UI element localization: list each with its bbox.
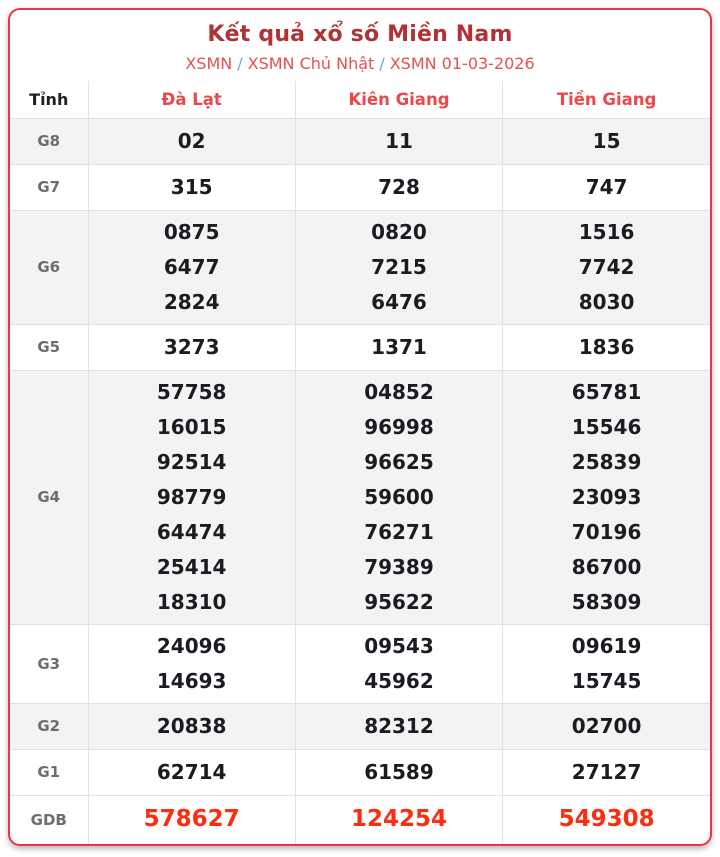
prize-cell-gdb-kien-giang: [295, 795, 502, 844]
prize-number: 1371: [371, 334, 427, 359]
prize-row-g8: [10, 118, 710, 164]
breadcrumb: [16, 54, 704, 73]
prize-number: 1516: [578, 219, 635, 244]
prize-number: 6476: [371, 289, 427, 314]
prize-number: 3273: [163, 334, 220, 359]
column-header-row: [10, 81, 710, 118]
prize-number: 6477: [163, 254, 220, 279]
prize-cell-g1-kien-giang: [295, 749, 502, 795]
prize-number: 65781: [571, 379, 642, 404]
prize-cell-g7-tien-giang: [503, 164, 710, 210]
breadcrumb-separator: /: [237, 54, 243, 73]
prize-cell-g4-tien-giang: [503, 370, 710, 624]
prize-number: 86700: [571, 554, 642, 579]
prize-cell-g1-tien-giang: [503, 749, 710, 795]
breadcrumb-separator: /: [379, 54, 385, 73]
results-card: [8, 8, 712, 846]
prize-label-g2: G2: [10, 703, 88, 749]
prize-label-g4: G4: [10, 370, 88, 624]
prize-number: 04852: [364, 379, 434, 404]
prize-number: 747: [585, 174, 628, 199]
prize-number: 124254: [350, 806, 447, 833]
column-header-kien-giang[interactable]: Kiên Giang: [295, 81, 502, 118]
prize-number: 79389: [364, 554, 434, 579]
results-table-body: [10, 118, 710, 844]
prize-number: 14693: [156, 668, 227, 693]
prize-number: 15745: [571, 668, 642, 693]
prize-row-g6: [10, 210, 710, 324]
prize-cell-g4-da-lat: [88, 370, 295, 624]
prize-row-g5: [10, 324, 710, 370]
prize-number: 15: [592, 128, 621, 153]
prize-number: 20838: [156, 713, 227, 738]
prize-cell-g8-kien-giang: [295, 118, 502, 164]
prize-number: 64474: [156, 519, 227, 544]
prize-number: 24096: [156, 633, 227, 658]
prize-label-g8: G8: [10, 118, 88, 164]
prize-number: 7742: [578, 254, 635, 279]
prize-number: 25414: [156, 554, 227, 579]
column-header-da-lat[interactable]: Đà Lạt: [88, 81, 295, 118]
prize-row-g3: [10, 624, 710, 703]
prize-number: 98779: [156, 484, 227, 509]
page-title: Kết quả xổ số Miền Nam: [207, 22, 513, 47]
prize-cell-g8-tien-giang: [503, 118, 710, 164]
prize-number: 728: [378, 174, 420, 199]
prize-number: 16015: [156, 414, 227, 439]
prize-cell-g8-da-lat: [88, 118, 295, 164]
prize-cell-g5-kien-giang: [295, 324, 502, 370]
prize-number: 1836: [578, 334, 635, 359]
prize-cell-g3-da-lat: [88, 624, 295, 703]
prize-number: 578627: [143, 806, 240, 833]
prize-cell-g1-da-lat: [88, 749, 295, 795]
breadcrumb-link-xsmn[interactable]: XSMN: [185, 54, 233, 73]
prize-number: 09619: [571, 633, 642, 658]
prize-label-g7: G7: [10, 164, 88, 210]
prize-number: 76271: [364, 519, 434, 544]
prize-row-g2: [10, 703, 710, 749]
prize-number: 0820: [371, 219, 427, 244]
prize-number: 58309: [571, 589, 642, 614]
prize-label-g5: G5: [10, 324, 88, 370]
results-table: [10, 81, 710, 844]
prize-cell-gdb-tien-giang: [503, 795, 710, 844]
prize-row-g1: [10, 749, 710, 795]
prize-row-g7: [10, 164, 710, 210]
prize-number: 02: [177, 128, 206, 153]
prize-number: 11: [385, 128, 413, 153]
prize-number: 8030: [578, 289, 635, 314]
prize-cell-g4-kien-giang: [295, 370, 502, 624]
prize-label-g6: G6: [10, 210, 88, 324]
prize-number: 70196: [571, 519, 642, 544]
prize-cell-g5-da-lat: [88, 324, 295, 370]
prize-cell-g5-tien-giang: [503, 324, 710, 370]
prize-number: 2824: [163, 289, 220, 314]
results-table-container: [10, 81, 710, 844]
prize-row-gdb: [10, 795, 710, 844]
prize-number: 62714: [156, 759, 227, 784]
prize-number: 7215: [371, 254, 427, 279]
prize-label-gdb: GDB: [10, 795, 88, 844]
prize-cell-g2-da-lat: [88, 703, 295, 749]
prize-cell-g7-kien-giang: [295, 164, 502, 210]
prize-number: 82312: [364, 713, 434, 738]
prize-cell-g7-da-lat: [88, 164, 295, 210]
prize-number: 23093: [571, 484, 642, 509]
results-table-head: [10, 81, 710, 118]
prize-number: 549308: [558, 806, 655, 833]
prize-row-g4: [10, 370, 710, 624]
prize-number: 59600: [364, 484, 434, 509]
prize-cell-g6-kien-giang: [295, 210, 502, 324]
prize-number: 0875: [163, 219, 220, 244]
card-header: [10, 10, 710, 81]
prize-number: 95622: [364, 589, 434, 614]
prize-label-g1: G1: [10, 749, 88, 795]
prize-number: 27127: [571, 759, 642, 784]
column-header-tien-giang[interactable]: Tiền Giang: [503, 81, 710, 118]
prize-number: 15546: [571, 414, 642, 439]
prize-number: 25839: [571, 449, 642, 474]
column-header-tinh: Tỉnh: [10, 81, 88, 118]
prize-number: 45962: [364, 668, 434, 693]
breadcrumb-link-xsmn-date[interactable]: XSMN 01-03-2026: [389, 54, 535, 73]
prize-cell-g2-kien-giang: [295, 703, 502, 749]
prize-cell-g6-tien-giang: [503, 210, 710, 324]
prize-number: 61589: [364, 759, 434, 784]
prize-cell-g6-da-lat: [88, 210, 295, 324]
prize-cell-g3-tien-giang: [503, 624, 710, 703]
prize-number: 02700: [571, 713, 642, 738]
prize-cell-gdb-da-lat: [88, 795, 295, 844]
prize-label-g3: G3: [10, 624, 88, 703]
prize-number: 92514: [156, 449, 227, 474]
prize-number: 18310: [156, 589, 227, 614]
prize-number: 09543: [364, 633, 434, 658]
breadcrumb-link-xsmn-chu-nhat[interactable]: XSMN Chủ Nhật: [247, 54, 375, 73]
prize-number: 96998: [364, 414, 434, 439]
prize-cell-g3-kien-giang: [295, 624, 502, 703]
prize-number: 315: [170, 174, 213, 199]
prize-number: 57758: [156, 379, 227, 404]
prize-number: 96625: [364, 449, 434, 474]
prize-cell-g2-tien-giang: [503, 703, 710, 749]
